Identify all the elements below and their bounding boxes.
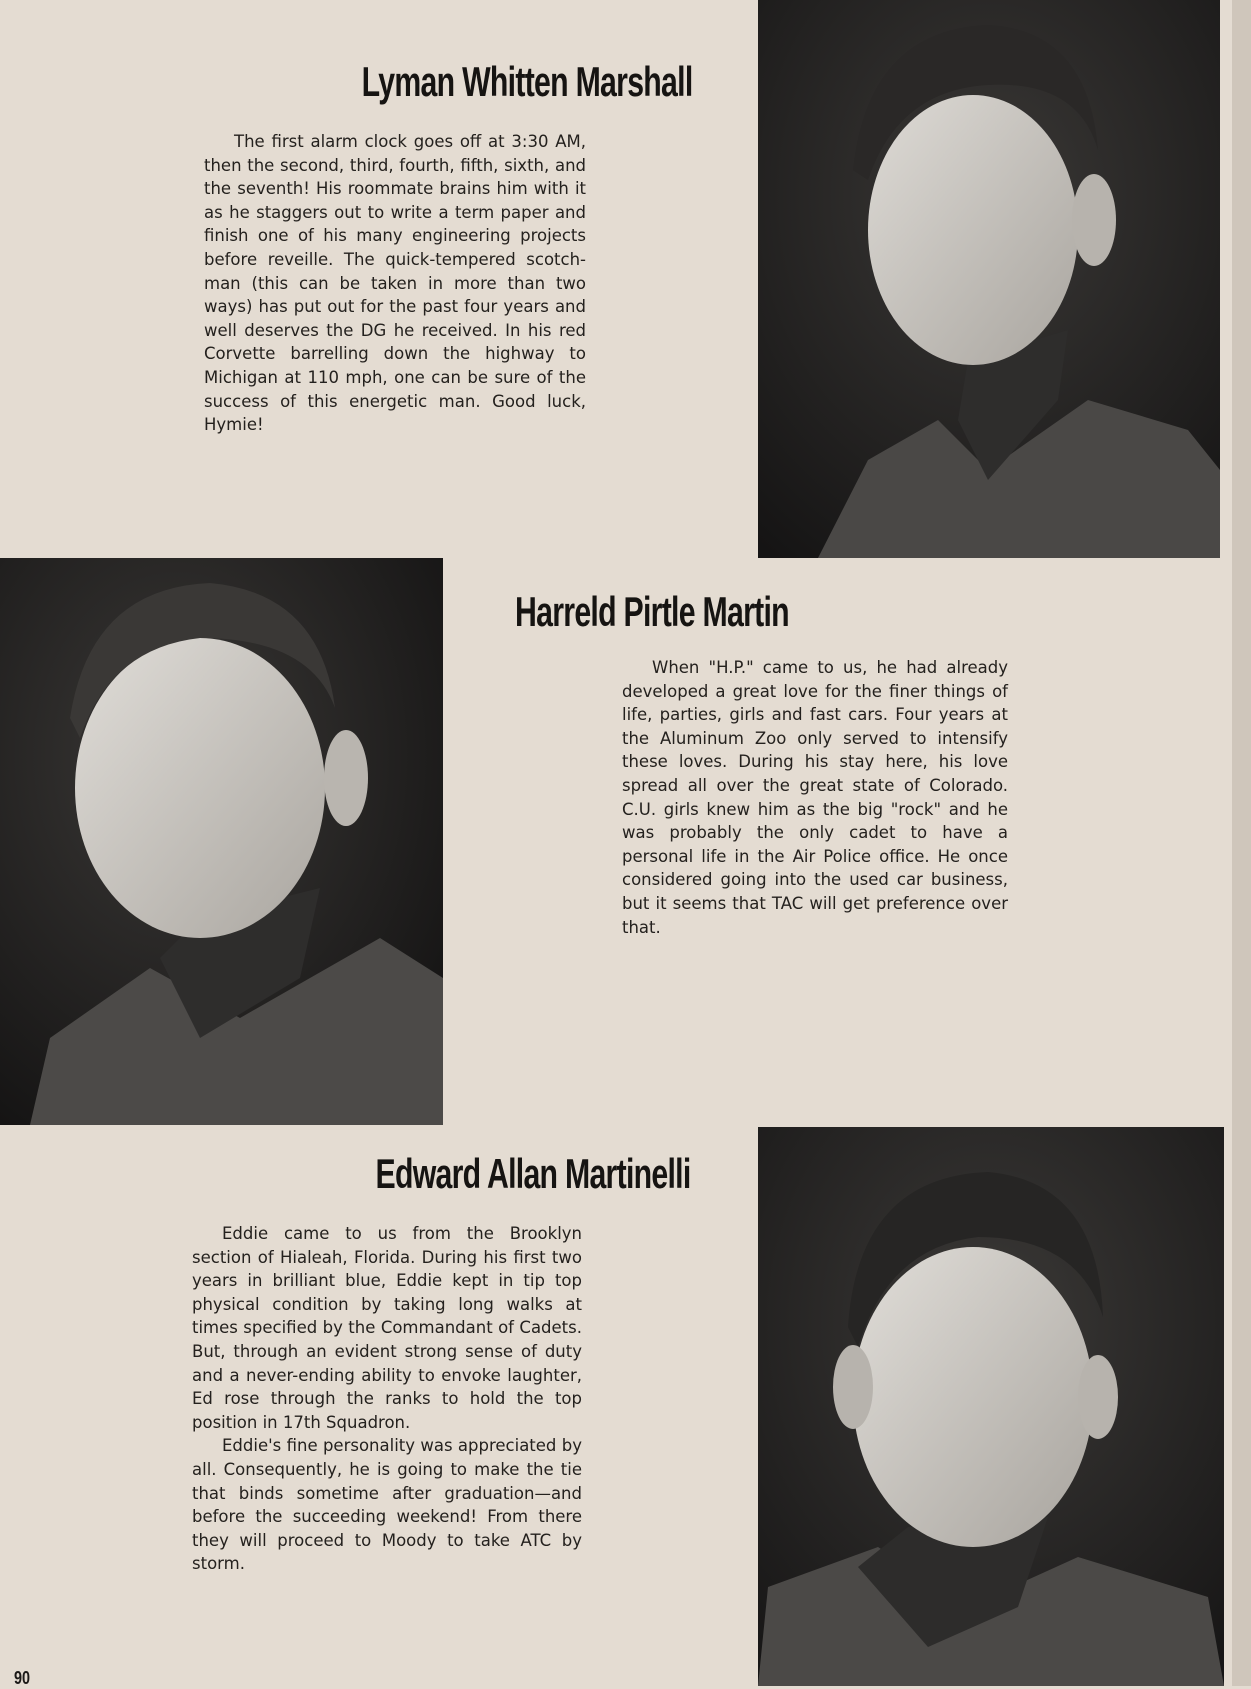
bio-martin-paragraph: When "H.P." came to us, he had already developed a great love for the finer things of life, parties, girls and fast cars. Four years at the Aluminum Zoo only served to intensify these loves. During his stay here, his love spread all over the great state of Colorado. C.U. girls knew him as the big "rock" and he was probably the only cadet to have a personal life in the Air Police office. He once considered going into the used car business, but it seems that TAC will get preference over that. xyxy=(622,658,1008,937)
bio-martinelli-paragraph-2: Eddie's fine personality was appreciated by all. Consequently, he is going to make the tie that binds sometime after graduation—and before the succeeding weekend! From there they will proceed to Moody to take ATC by storm. xyxy=(192,1436,582,1574)
bio-martinelli xyxy=(192,1222,582,1576)
cadet-name-martin: Harreld Pirtle Martin xyxy=(515,588,789,635)
page-edge xyxy=(1232,0,1251,1686)
bio-marshall-paragraph: The first alarm clock goes off at 3:30 AM, then the second, third, fourth, fifth, sixth, and the seventh! His roommate brains him with it as he staggers out to write a term paper and finish one of his many engineering projects before reveille. The quick-tempered scotch-man (this can be taken in more than two ways) has put out for the past four years and well deserves the DG he received. In his red Corvette barrelling down the highway to Michigan at 110 mph, one can be sure of the success of this energetic man. Good luck, Hymie! xyxy=(204,132,586,435)
bio-marshall xyxy=(204,130,586,437)
cadet-name-martinelli: Edward Allan Martinelli xyxy=(375,1150,691,1197)
portrait-photo-marshall xyxy=(758,0,1220,558)
page-number: 90 xyxy=(14,1668,31,1688)
bio-martin xyxy=(622,656,1008,939)
cadet-name-marshall: Lyman Whitten Marshall xyxy=(362,58,693,105)
portrait-photo-martin xyxy=(0,558,443,1125)
portrait-photo-martinelli xyxy=(758,1127,1224,1686)
bio-martinelli-paragraph-1: Eddie came to us from the Brooklyn section of Hialeah, Florida. During his first two years in brilliant blue, Eddie kept in tip top physical condition by taking long walks at times specified by the Commandant of Cadets. But, through an evident strong sense of duty and a never-ending ability to envoke laughter, Ed rose through the ranks to hold the top position in 17th Squadron. xyxy=(192,1224,582,1432)
